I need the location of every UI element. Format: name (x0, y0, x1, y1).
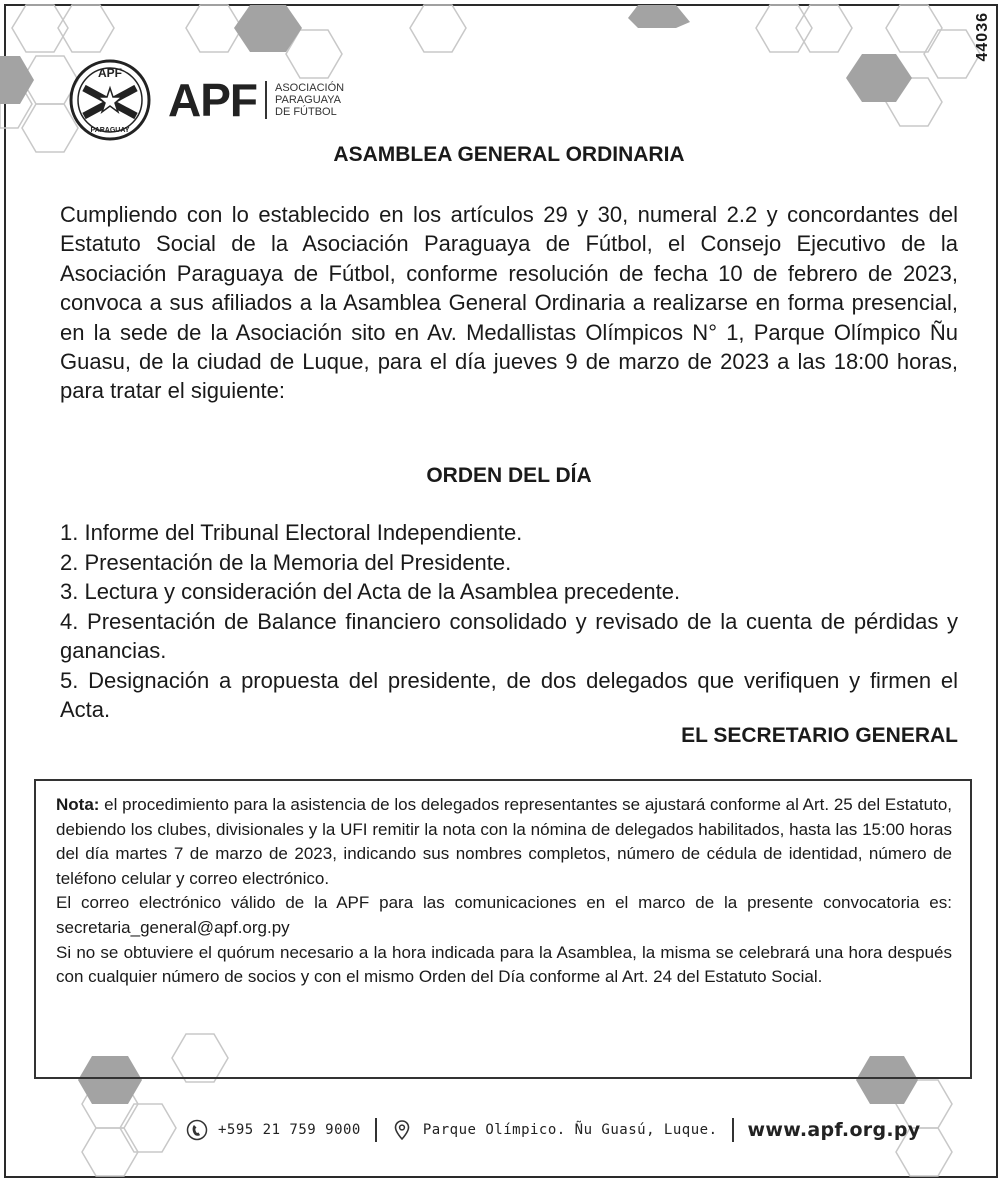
convocation-paragraph: Cumpliendo con lo establecido en los artículos 29 y 30, numeral 2.2 y concordantes del Estatuto Social de la Asociación Paraguaya de Fútbol, el Consejo Ejecutivo de la Asociación Paraguaya de Fútbol, conforme resolución de fecha 10 de febrero de 2023, convoca a sus afiliados a la Asamblea General Ordinaria a realizarse en forma presencial, en la sede de la Asociación sito en Av. Medallistas Olímpicos N° 1, Parque Olímpico Ñu Guasu, de la ciudad de Luque, para el día jueves 9 de marzo de 2023 a las 18:00 horas, para tratar el siguiente: (60, 202, 958, 404)
logo-subtitle-line: PARAGUAYA (275, 94, 342, 106)
apf-seal-icon (68, 58, 152, 142)
agenda-item: 3. Lectura y consideración del Acta de la Asamblea precedente. (60, 579, 681, 604)
logo-subtitle (275, 82, 365, 118)
note-email-paragraph: El correo electrónico válido de la APF para las comunicaciones en el marco de la presente convocatoria es: secretaria_general@apf.org.py (56, 893, 952, 937)
logo-subtitle-line: ASOCIACIÓN (275, 82, 345, 94)
agenda-item: 4. Presentación de Balance financiero consolidado y revisado de la cuenta de pérdidas y ganancias. (60, 608, 958, 663)
agenda-list (60, 518, 958, 725)
apf-wordmark: APF (168, 74, 257, 126)
note-label: Nota: (56, 795, 100, 814)
footer-divider (732, 1118, 734, 1142)
logo-subtitle-line: DE FÚTBOL (275, 106, 337, 118)
footer-contact (186, 1114, 920, 1146)
agenda-item: 5. Designación a propuesta del presidente, de dos delegados que verifiquen y firmen el Acta. (60, 667, 958, 722)
agenda-item: 1. Informe del Tribunal Electoral Independiente. (60, 520, 523, 545)
reference-number: 44036 (974, 12, 991, 62)
phone-icon (186, 1119, 208, 1141)
apf-logo (68, 58, 365, 142)
note-box (34, 779, 972, 1079)
seal-bottom-text: PARAGUAY (90, 127, 130, 134)
location-pin-icon (391, 1119, 413, 1141)
footer-phone: +595 21 759 9000 (218, 1122, 361, 1138)
note-text: el procedimiento para la asistencia de los delegados representantes se ajustará conforme al Art. 25 del Estatuto, debiendo los clubes, divisionales y la UFI remitir la nota con la nómina de delegados habilitados, hasta las 15:00 horas del día martes 7 de marzo de 2023, indicando sus nombres completos, número de cédula de identidad, número de teléfono celular y correo electrónico. (56, 795, 952, 888)
seal-top-text: APF (98, 66, 122, 80)
logo-divider (265, 81, 267, 119)
document-title: ASAMBLEA GENERAL ORDINARIA (333, 143, 685, 166)
footer-divider (375, 1118, 377, 1142)
agenda-title: ORDEN DEL DÍA (426, 464, 592, 487)
signature: EL SECRETARIO GENERAL (681, 724, 958, 747)
agenda-item: 2. Presentación de la Memoria del Presidente. (60, 549, 512, 575)
footer-address: Parque Olímpico. Ñu Guasú, Luque. (422, 1122, 718, 1138)
note-quorum-paragraph: Si no se obtuviere el quórum necesario a la hora indicada para la Asamblea, la misma se celebrará una hora después con cualquier número de socios y con el mismo Orden del Día conforme al Art. 24 del Estatuto Social. (56, 942, 952, 987)
note-paragraph (56, 793, 952, 891)
footer-website-link[interactable]: www.apf.org.py (747, 1119, 921, 1141)
